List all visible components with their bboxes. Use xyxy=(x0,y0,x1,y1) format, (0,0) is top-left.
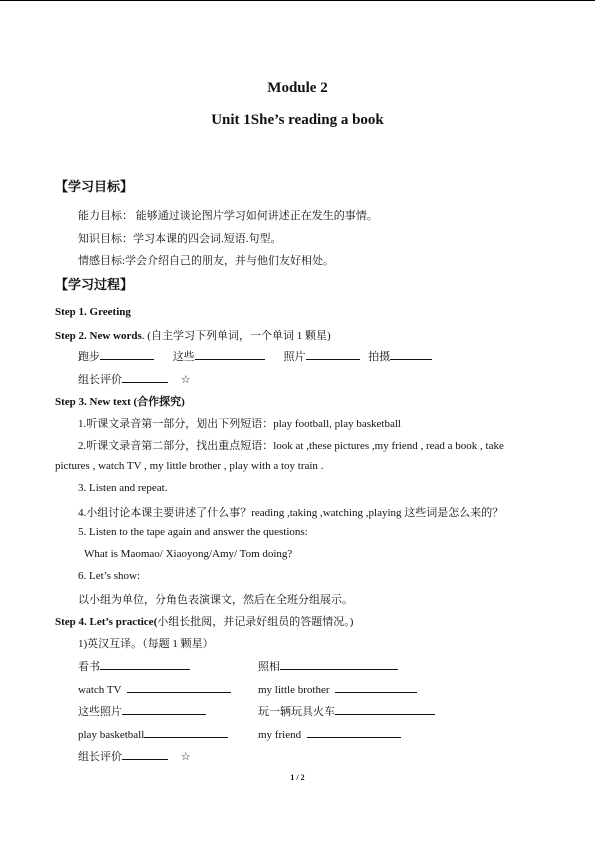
leader-eval-label: 组长评价 xyxy=(78,751,122,763)
word-take: 拍摄 xyxy=(368,351,391,363)
step1-greeting: Step 1. Greeting xyxy=(55,306,131,318)
answer-blank[interactable] xyxy=(307,726,401,738)
leader-eval-row-2 xyxy=(78,748,191,764)
answer-blank[interactable] xyxy=(127,681,231,693)
answer-blank[interactable] xyxy=(335,681,417,693)
translate-row-4-right xyxy=(258,726,401,741)
objective-knowledge: 知识目标：学习本课的四会词.短语.句型。 xyxy=(78,233,282,245)
answer-blank[interactable] xyxy=(280,658,398,670)
objective-ability: 能力目标： 能够通过谈论图片学习如何讲述正在发生的事情。 xyxy=(78,210,378,222)
step2-line xyxy=(55,327,331,343)
answer-blank[interactable] xyxy=(122,703,206,715)
new-words-row xyxy=(78,348,432,364)
translate-row-4-left xyxy=(78,726,228,741)
translate-row-2-right xyxy=(258,681,417,696)
page-subtitle: Unit 1She’s reading a book xyxy=(211,112,384,128)
leader-eval-blank[interactable] xyxy=(122,371,168,383)
step3-item-5-question: What is Maomao/ Xiaoyong/Amy/ Tom doing? xyxy=(84,548,293,560)
word-running: 跑步 xyxy=(78,351,100,363)
step4-item-1: 1)英汉互译。（每题 1 颗星） xyxy=(78,638,214,650)
step3-label: Step 3. New text (合作探究) xyxy=(55,396,185,408)
translate-prompt: 照相 xyxy=(258,661,280,673)
step3-item-2a: 2.听课文录音第二部分，找出重点短语：look at ,these pictures ,my friend , read a book , take xyxy=(78,440,504,452)
answer-blank[interactable] xyxy=(335,703,435,715)
word-these: 这些 xyxy=(172,351,195,363)
answer-blank[interactable] xyxy=(144,726,228,738)
step3-item-1: 1.听课文录音第一部分，划出下列短语：play football, play basketball xyxy=(78,418,401,430)
step3-item-3: 3. Listen and repeat. xyxy=(78,482,168,494)
word-photo: 照片 xyxy=(283,351,306,363)
word-blank-1[interactable] xyxy=(100,348,154,360)
translate-row-1-left xyxy=(78,658,190,674)
objectives-heading: 【学习目标】 xyxy=(55,179,134,194)
translate-prompt: watch TV xyxy=(78,684,122,696)
word-blank-4[interactable] xyxy=(390,348,432,360)
step2-desc: . (自主学习下列单词，一个单词 1 颗星) xyxy=(141,330,331,342)
step3-item-4: 4.小组讨论本课主要讲述了什么事？reading ,taking ,watching ,playing 这些词是怎么来的？ xyxy=(78,507,504,519)
page-title: Module 2 xyxy=(267,80,328,96)
step3-item-6-desc: 以小组为单位，分角色表演课文，然后在全班分组展示。 xyxy=(78,594,353,606)
step2-label: Step 2. New words xyxy=(55,330,142,342)
star-icon: ☆ xyxy=(180,751,191,763)
translate-prompt: my friend xyxy=(258,729,302,741)
page-number: 1 / 2 xyxy=(290,773,305,782)
leader-eval-row-1 xyxy=(78,371,191,387)
top-rule xyxy=(0,0,595,1)
answer-blank[interactable] xyxy=(100,658,190,670)
objective-emotion: 情感目标:学会介绍自己的朋友，并与他们友好相处。 xyxy=(78,255,335,267)
translate-prompt: my little brother xyxy=(258,684,330,696)
translate-prompt: 这些照片 xyxy=(78,706,122,718)
step3-item-6: 6. Let’s show: xyxy=(78,570,141,582)
translate-prompt: play basketball xyxy=(78,729,145,741)
step3-item-5: 5. Listen to the tape again and answer the questions: xyxy=(78,526,308,538)
translate-row-2-left xyxy=(78,681,231,696)
leader-eval-label: 组长评价 xyxy=(78,374,122,386)
translate-prompt: 看书 xyxy=(78,661,100,673)
step3-item-2b: pictures , watch TV , my little brother , play with a toy train . xyxy=(55,460,324,472)
translate-row-3-right xyxy=(258,703,435,719)
word-blank-2[interactable] xyxy=(195,348,265,360)
step4-label: Step 4. Let’s practice( xyxy=(55,616,158,628)
process-heading: 【学习过程】 xyxy=(55,277,134,292)
translate-row-1-right xyxy=(258,658,398,674)
word-blank-3[interactable] xyxy=(306,348,360,360)
step4-line xyxy=(55,613,353,629)
star-icon: ☆ xyxy=(180,374,191,386)
leader-eval-blank[interactable] xyxy=(122,748,168,760)
translate-row-3-left xyxy=(78,703,206,719)
translate-prompt: 玩一辆玩具火车 xyxy=(258,706,335,718)
step4-desc: 小组长批阅，并记录好组员的答题情况。) xyxy=(157,616,354,628)
